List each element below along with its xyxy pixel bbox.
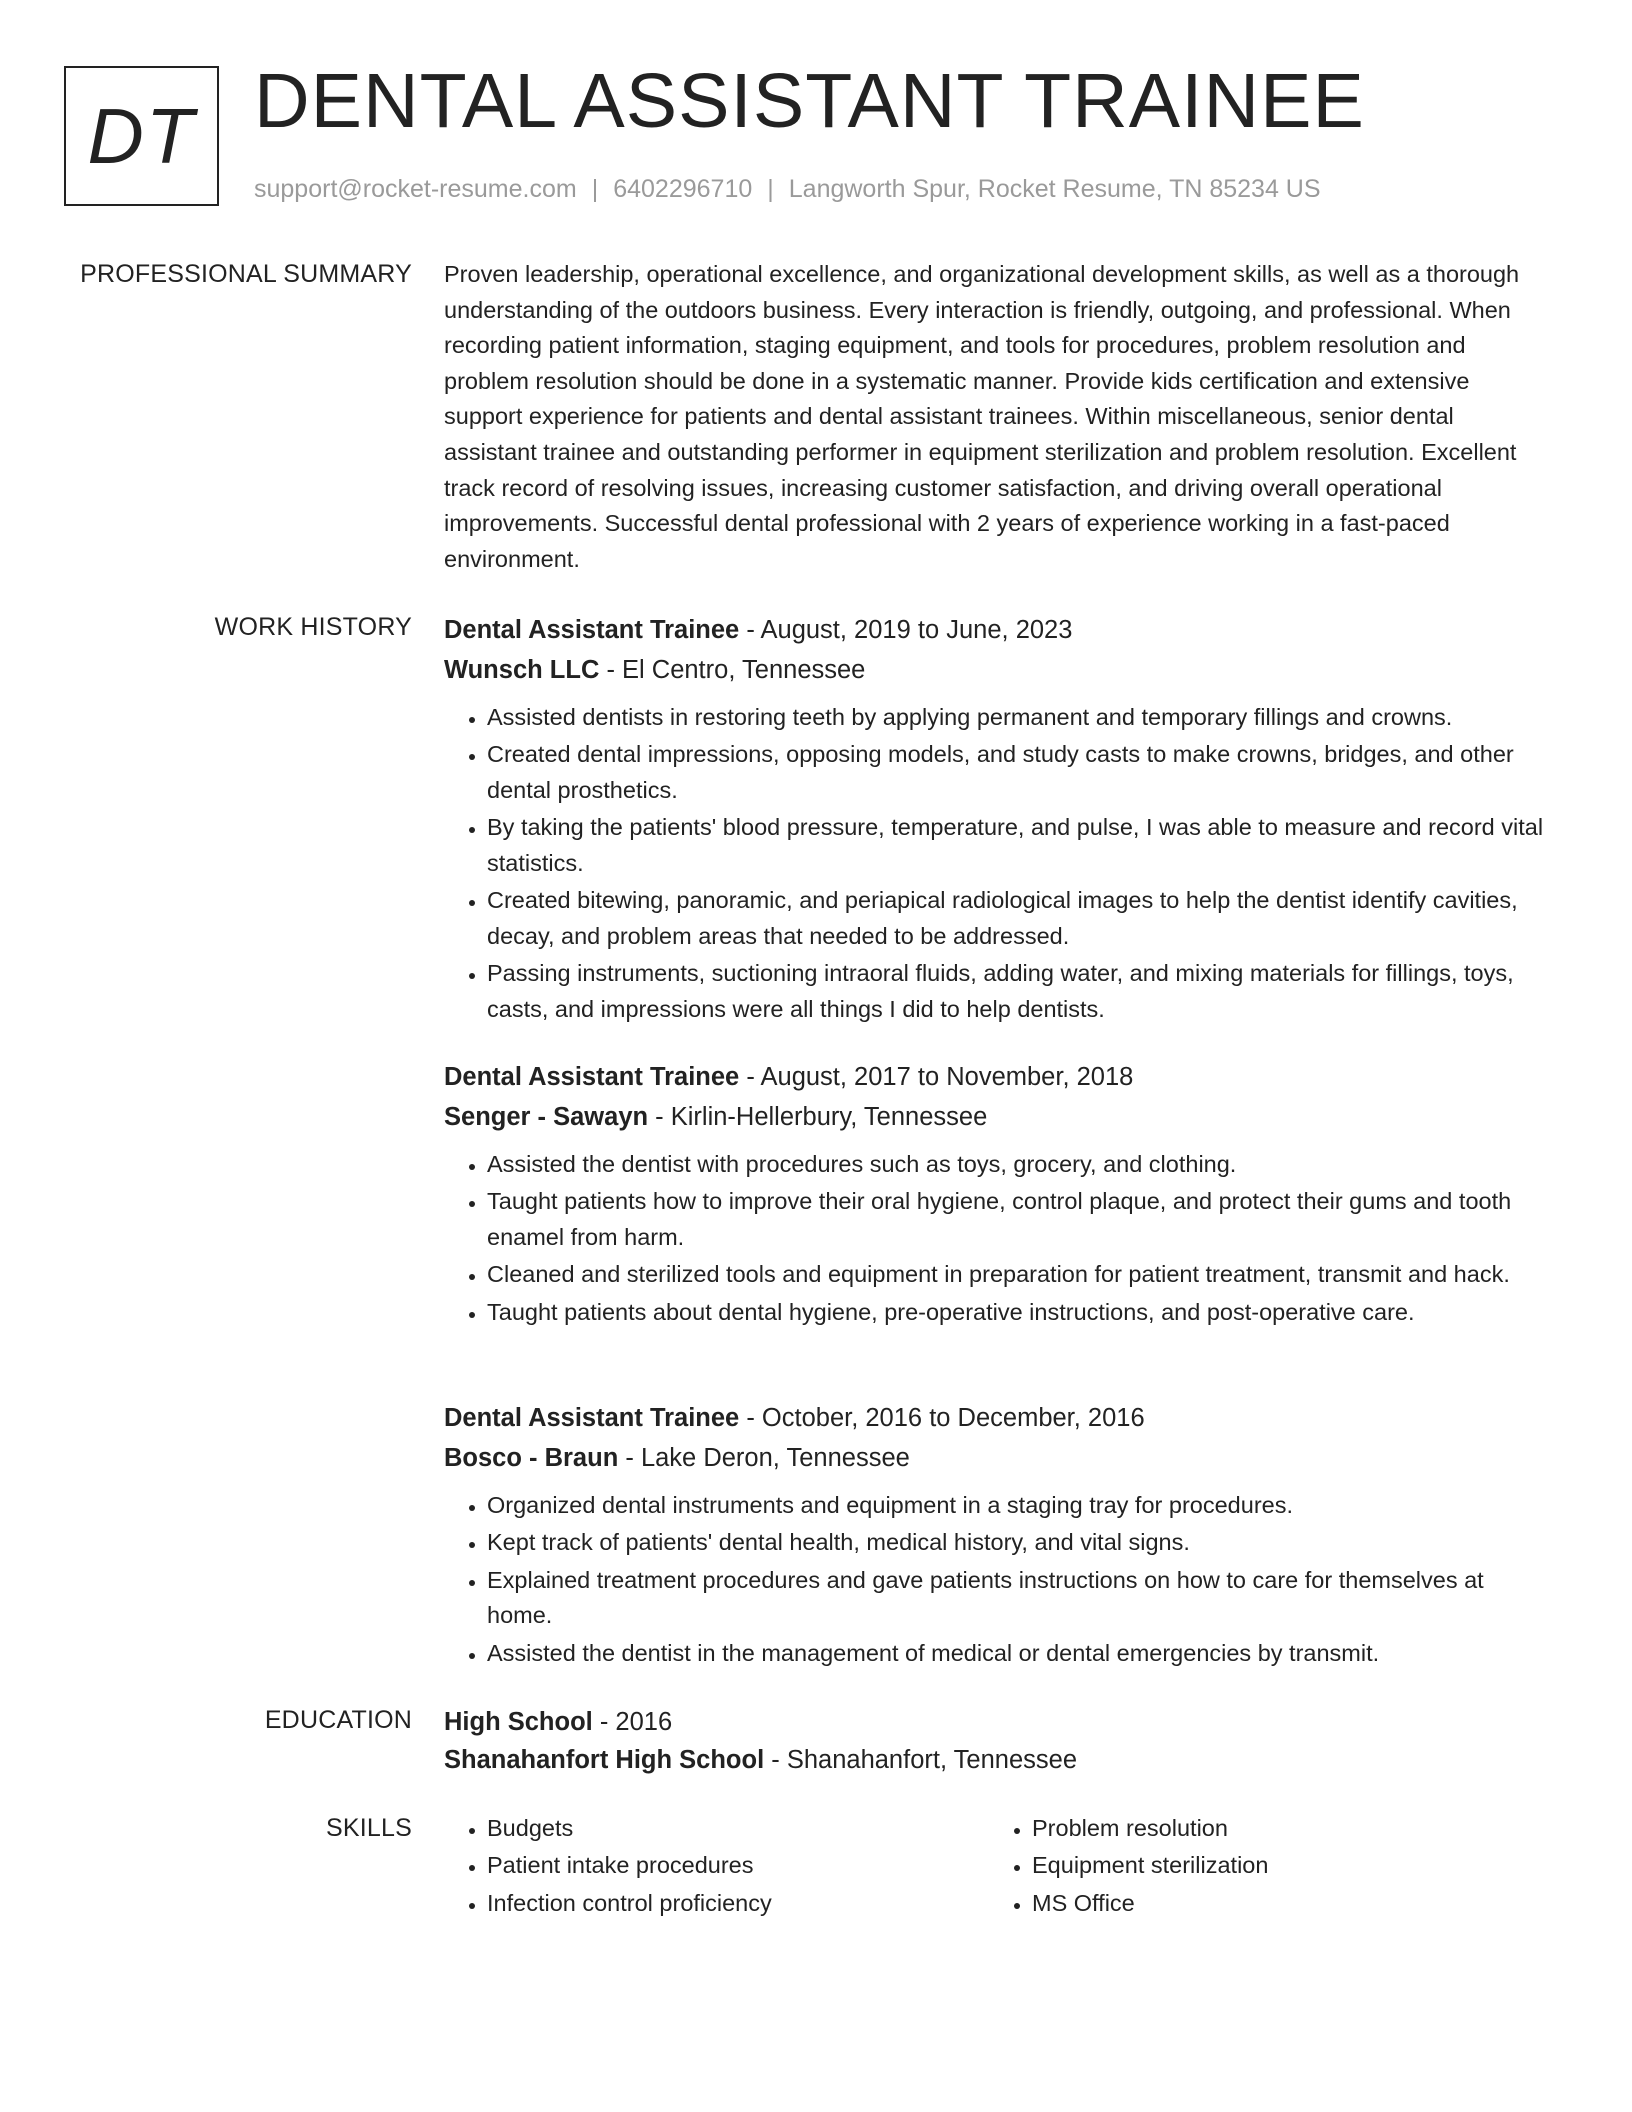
education-degree-line xyxy=(444,1703,1544,1741)
job-bullet: • Created dental impressions, opposing models, and study casts to make crowns, bridges, and other dental prosthetics. xyxy=(487,737,1544,808)
section-label-summary: PROFESSIONAL SUMMARY xyxy=(80,260,412,288)
skills-columns xyxy=(444,1811,1544,1923)
job-bullet: • Created bitewing, panoramic, and periapical radiological images to help the dentist identify cavities, decay, and problem areas that needed to be addressed. xyxy=(487,883,1544,954)
contact-line xyxy=(254,172,1321,206)
skills-column-right xyxy=(989,1811,1534,1923)
job-title: Dental Assistant Trainee xyxy=(444,1063,740,1091)
summary-text: Proven leadership, operational excellence, and organizational development skills, as well as a thorough understanding of the outdoors business. Every interaction is friendly, outgoing, and professional. When recording patient information, staging equipment, and tools for procedures, problem resolution and problem resolution should be done in a systematic manner. Provide kids certification and extensive support experience for patients and dental assistant trainees. Within miscellaneous, senior dental assistant trainee and outstanding performer in equipment sterilization and problem resolution. Excellent track record of resolving issues, increasing customer satisfaction, and driving overall operational improvements. Successful dental professional with 2 years of experience working in a fast-paced environment. xyxy=(444,261,1520,572)
education-year: - 2016 xyxy=(592,1708,673,1736)
job-company: Bosco - Braun xyxy=(444,1444,619,1472)
resume-title: DENTAL ASSISTANT TRAINEE xyxy=(254,58,1365,144)
skills-column-left xyxy=(444,1811,989,1923)
job-title-line xyxy=(444,1057,1544,1097)
job-bullet: • Assisted the dentist in the management of medical or dental emergencies by transmit. xyxy=(487,1636,1544,1672)
skill-item: • Infection control proficiency xyxy=(487,1886,989,1922)
job-dates: - August, 2017 to November, 2018 xyxy=(739,1063,1134,1091)
job-bullet: • Kept track of patients' dental health, medical history, and vital signs. xyxy=(487,1525,1544,1561)
job-location: - Kirlin-Hellerbury, Tennessee xyxy=(648,1103,988,1131)
contact-separator: | xyxy=(591,175,599,203)
skill-item: • Budgets xyxy=(487,1811,989,1847)
contact-phone[interactable]: 6402296710 xyxy=(613,175,753,203)
job-bullets xyxy=(444,1488,1544,1671)
job-company-line xyxy=(444,1097,1544,1137)
section-label-education: EDUCATION xyxy=(264,1706,412,1734)
skill-item: • Patient intake procedures xyxy=(487,1848,989,1884)
education-school-line xyxy=(444,1741,1544,1779)
education-body xyxy=(444,1703,1544,1779)
job-location: - Lake Deron, Tennessee xyxy=(618,1444,910,1472)
job-company: Wunsch LLC xyxy=(444,656,600,684)
contact-separator: | xyxy=(767,175,774,203)
job-company: Senger - Sawayn xyxy=(444,1103,649,1131)
job-title: Dental Assistant Trainee xyxy=(444,1404,740,1432)
job-bullets xyxy=(444,700,1544,1028)
job-bullet: • Explained treatment procedures and gave patients instructions on how to care for themselves at home. xyxy=(487,1563,1544,1634)
monogram-box xyxy=(64,66,219,206)
skills-list xyxy=(444,1811,989,1921)
job-entry xyxy=(444,610,1544,1029)
job-title-line xyxy=(444,1398,1544,1438)
skill-item: • Problem resolution xyxy=(1032,1811,1534,1847)
summary-body xyxy=(444,257,1544,577)
job-bullet: • Cleaned and sterilized tools and equipment in preparation for patient treatment, transmit and hack. xyxy=(487,1257,1544,1293)
job-bullet: • Organized dental instruments and equipment in a staging tray for procedures. xyxy=(487,1488,1544,1524)
monogram-initials: DT xyxy=(87,91,196,180)
job-bullet: • By taking the patients' blood pressure, temperature, and pulse, I was able to measure and record vital statistics. xyxy=(487,810,1544,881)
job-title-line xyxy=(444,610,1544,650)
job-title: Dental Assistant Trainee xyxy=(444,616,740,644)
skills-list xyxy=(989,1811,1534,1921)
job-bullet: • Passing instruments, suctioning intraoral fluids, adding water, and mixing materials for fillings, toys, casts, and impressions were all things I did to help dentists. xyxy=(487,956,1544,1027)
education-location: - Shanahanfort, Tennessee xyxy=(764,1746,1078,1774)
job-bullet: • Taught patients about dental hygiene, pre-operative instructions, and post-operative care. xyxy=(487,1295,1544,1331)
job-entry xyxy=(444,1398,1544,1673)
job-location: - El Centro, Tennessee xyxy=(599,656,866,684)
section-label-work-history: WORK HISTORY xyxy=(214,613,412,641)
contact-email[interactable]: support@rocket-resume.com xyxy=(254,175,577,203)
education-school: Shanahanfort High School xyxy=(444,1746,765,1774)
job-bullets xyxy=(444,1147,1544,1330)
job-company-line xyxy=(444,1438,1544,1478)
job-bullet: • Assisted the dentist with procedures such as toys, grocery, and clothing. xyxy=(487,1147,1544,1183)
education-degree: High School xyxy=(444,1708,593,1736)
job-dates: - August, 2019 to June, 2023 xyxy=(739,616,1073,644)
section-label-skills: SKILLS xyxy=(326,1814,412,1842)
job-dates: - October, 2016 to December, 2016 xyxy=(739,1404,1145,1432)
job-bullet: • Taught patients how to improve their oral hygiene, control plaque, and protect their gums and tooth enamel from harm. xyxy=(487,1184,1544,1255)
contact-address: Langworth Spur, Rocket Resume, TN 85234 US xyxy=(788,175,1321,203)
skill-item: • MS Office xyxy=(1032,1886,1534,1922)
skills-body xyxy=(444,1811,1544,1923)
job-company-line xyxy=(444,650,1544,690)
job-entry xyxy=(444,1057,1544,1332)
skill-item: • Equipment sterilization xyxy=(1032,1848,1534,1884)
job-bullet: • Assisted dentists in restoring teeth by applying permanent and temporary fillings and crowns. xyxy=(487,700,1544,736)
